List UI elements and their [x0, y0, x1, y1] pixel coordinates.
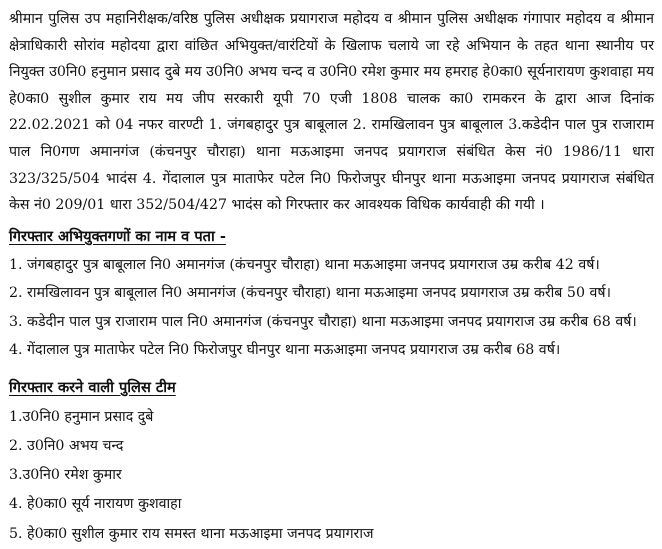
police-team-heading: गिरफ्तार करने वाली पुलिस टीम	[9, 378, 176, 396]
team-member-item: 5. हे0का0 सुशील कुमार राय समस्त थाना मऊआइमा जनपद प्रयागराज	[9, 525, 374, 542]
accused-list	[9, 251, 654, 365]
team-member-item: 2. उ0नि0 अभय चन्द	[9, 437, 124, 454]
accused-item: 3. कडेदीन पाल पुत्र राजाराम पाल नि0 अमानगंज (कंचनपुर चौराहा) थाना मऊआइमा जनपद प्रयागराज उम्र करीब 68 वर्ष।	[9, 313, 637, 330]
accused-item: 4. गेंदालाल पुत्र माताफेर पटेल नि0 फिरोजपुर घीनपुर थाना मऊआइमा जनपद प्रयागराज उम्र करीब 68 वर्ष।	[9, 342, 561, 359]
team-member-item: 3.उ0नि0 रमेश कुमार	[9, 467, 122, 484]
arrest-summary-paragraph: श्रीमान पुलिस उप महानिरीक्षक/वरिष्ठ पुलिस अधीक्षक प्रयागराज महोदय व श्रीमान पुलिस अधीक्षक गंगापार महोदय व श्रीमान क्षेत्राधिकारी सोरांव महोदया द्वारा वांछित अभियुक्त/वारंटियों के खिलाफ चलाये जा रहे अभियान के तहत थाना स्थानीय पर नियुक्त उ0नि0 हनुमान प्रसाद दुबे मय उ0नि0 अभय चन्द व उ0नि0 रमेश कुमार मय हमराह हे0का0 सूर्यनारायण कुशवाहा मय हे0का0 सुशील कुमार राय मय जीप सरकारी यूपी 70 एजी 1808 चालक का0 रामकरन के द्वारा आज दिनांक 22.02.2021 को 04 नफर वारण्टी 1. जंगबहादुर पुत्र बाबूलाल 2. रामखिलावन पुत्र बाबूलाल 3.कडेदीन पाल पुत्र राजाराम पाल नि0गण अमानगंज (कंचनपुर चौराहा) थाना मऊआइमा जनपद प्रयागराज संबंधित केस नं0 1986/11 धारा 323/325/504 भादंस 4. गेंदालाल पुत्र माताफेर पटेल नि0 फिरोजपुर घीनपुर थाना मऊआइमा जनपद प्रयागराज संबंधित केस नं0 209/01 धारा 352/504/427 भादंस को गिरफ्तार कर आवश्यक विधिक कार्यवाही की गयी ।	[9, 11, 654, 214]
team-member-item: 1.उ0नि0 हनुमान प्रसाद दुबे	[9, 408, 154, 425]
police-team-list	[9, 403, 654, 549]
accused-heading: गिरफ्तार अभियुक्तगणों का नाम व पता -	[9, 227, 226, 245]
accused-item: 1. जंगबहादुर पुत्र बाबूलाल नि0 अमानगंज (कंचनपुर चौराहा) थाना मऊआइमा जनपद प्रयागराज उम्र करीब 42 वर्ष।	[9, 256, 600, 273]
team-member-item: 4. हे0का0 सूर्य नारायण कुशवाहा	[9, 496, 182, 513]
accused-item: 2. रामखिलावन पुत्र बाबूलाल नि0 अमानगंज (कंचनपुर चौराहा) थाना मऊआइमा जनपद प्रयागराज उम्र करीब 50 वर्ष।	[9, 285, 611, 302]
